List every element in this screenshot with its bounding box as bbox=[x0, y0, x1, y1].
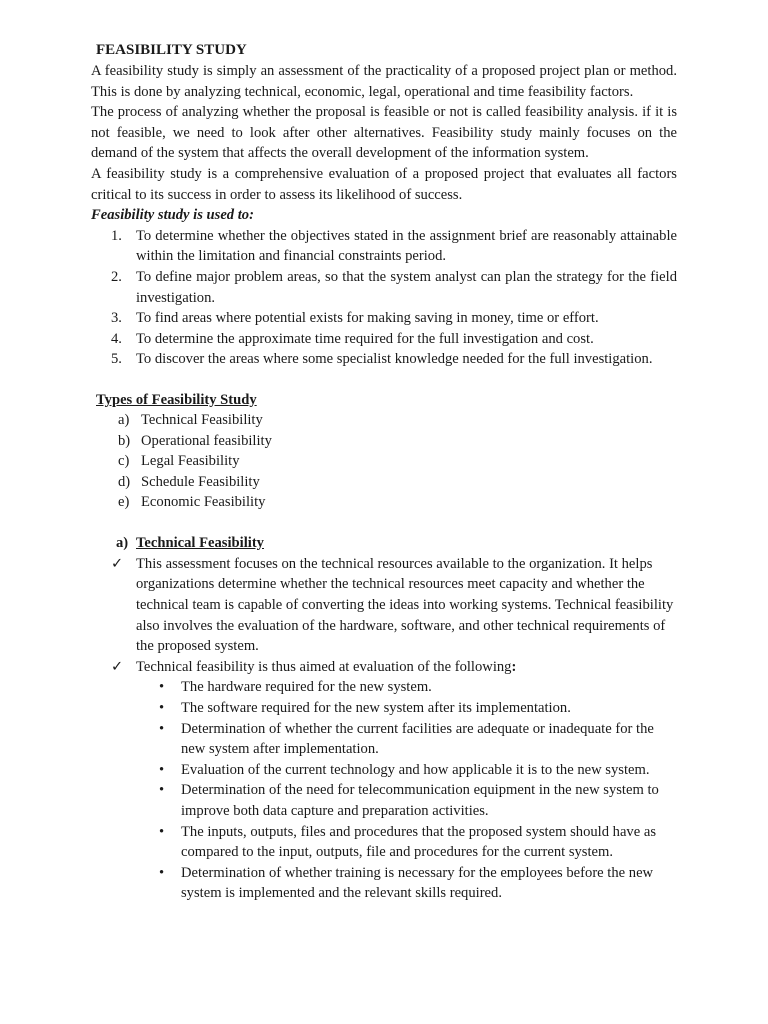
list-item-text: The hardware required for the new system. bbox=[181, 679, 432, 696]
used-to-list bbox=[91, 226, 677, 370]
list-item-text: Economic Feasibility bbox=[141, 494, 266, 511]
types-list bbox=[91, 410, 677, 513]
list-letter: d) bbox=[118, 473, 131, 490]
list-item bbox=[111, 329, 677, 350]
list-item bbox=[159, 760, 677, 781]
list-item bbox=[118, 472, 677, 493]
evaluation-items-list bbox=[136, 677, 677, 904]
list-item-text: Determination of whether the current facilities are adequate or inadequate for the new system after implementation. bbox=[181, 720, 654, 758]
intro-paragraph-2: The process of analyzing whether the proposal is feasible or not is called feasibility analysis. if it is not feasible, we need to look after other alternatives. Feasibility study mainly focuses on the demand of the system that affects the overall development of the information system. bbox=[91, 104, 677, 162]
list-letter: a) bbox=[118, 411, 130, 428]
list-item bbox=[159, 698, 677, 719]
list-item-text: Operational feasibility bbox=[141, 432, 272, 449]
used-to-heading: Feasibility study is used to: bbox=[91, 207, 254, 224]
intro-paragraph-3: A feasibility study is a comprehensive evaluation of a proposed project that evaluates all factors critical to its success in order to assess its likelihood of success. bbox=[91, 165, 677, 203]
bullet-icon: • bbox=[159, 761, 165, 778]
list-item-text: To find areas where potential exists for making saving in money, time or effort. bbox=[136, 310, 599, 327]
colon: : bbox=[511, 658, 517, 675]
list-item bbox=[118, 451, 677, 472]
list-item-text: Schedule Feasibility bbox=[141, 473, 260, 490]
list-letter: b) bbox=[118, 432, 131, 449]
list-item-text: Technical feasibility is thus aimed at evaluation of the following bbox=[136, 658, 512, 675]
list-item bbox=[111, 226, 677, 267]
list-item bbox=[111, 554, 677, 657]
list-item-text: To discover the areas where some specialist knowledge needed for the full investigation. bbox=[136, 351, 653, 368]
list-item-text: This assessment focuses on the technical resources available to the organization. It helps organizations determine whether the technical resources meet capacity and whether the technical team is capable of converting the ideas into working systems. Technical feasibility also involves the evaluation of the hardware, software, and other technical requirements of the proposed system. bbox=[136, 555, 674, 655]
bullet-icon: • bbox=[159, 864, 165, 881]
list-item-text: Technical Feasibility bbox=[141, 411, 263, 428]
list-item-text: The inputs, outputs, files and procedures that the proposed system should have as compared to the input, outputs, file and procedures for the current system. bbox=[181, 823, 657, 861]
technical-points-list bbox=[91, 554, 677, 904]
section-letter: a) bbox=[116, 534, 129, 551]
list-item bbox=[159, 780, 677, 821]
technical-feasibility-heading bbox=[116, 533, 677, 553]
intro-paragraph-1: A feasibility study is simply an assessment of the practicality of a proposed project plan or method. This is done by analyzing technical, economic, legal, operational and time feasibility factors. bbox=[91, 63, 677, 100]
list-item bbox=[159, 677, 677, 698]
bullet-icon: • bbox=[159, 720, 165, 737]
list-item bbox=[118, 431, 677, 452]
list-number: 2. bbox=[111, 268, 122, 285]
list-item bbox=[111, 349, 677, 370]
bullet-icon: • bbox=[159, 700, 165, 717]
list-item-text: The software required for the new system after its implementation. bbox=[181, 700, 571, 717]
bullet-icon: • bbox=[159, 823, 165, 840]
bullet-icon: • bbox=[159, 679, 165, 696]
checkmark-icon: ✓ bbox=[111, 658, 124, 675]
list-item bbox=[159, 719, 677, 760]
types-heading: Types of Feasibility Study bbox=[96, 391, 257, 408]
list-number: 1. bbox=[111, 227, 122, 244]
checkmark-icon: ✓ bbox=[111, 555, 124, 572]
list-item bbox=[111, 308, 677, 329]
list-number: 5. bbox=[111, 351, 122, 368]
list-item bbox=[118, 492, 677, 513]
list-item bbox=[159, 863, 677, 904]
list-letter: e) bbox=[118, 494, 130, 511]
document-title: FEASIBILITY STUDY bbox=[96, 42, 247, 58]
list-item-text: Determination of the need for telecommunication equipment in the new system to improve both data capture and preparation activities. bbox=[181, 782, 659, 819]
section-title: Technical Feasibility bbox=[136, 534, 264, 551]
list-number: 4. bbox=[111, 330, 122, 347]
list-item-text: Evaluation of the current technology and how applicable it is to the new system. bbox=[181, 761, 650, 778]
list-letter: c) bbox=[118, 453, 130, 470]
list-item-text: To determine whether the objectives stated in the assignment brief are reasonably attainable within the limitation and financial constraints period. bbox=[136, 227, 677, 265]
list-item bbox=[118, 410, 677, 431]
list-item bbox=[159, 822, 677, 863]
list-item-text: Determination of whether training is necessary for the employees before the new system is implemented and the relevant skills required. bbox=[181, 864, 654, 902]
list-item-text: To define major problem areas, so that the system analyst can plan the strategy for the field investigation. bbox=[136, 268, 677, 306]
list-item bbox=[111, 267, 677, 308]
list-item bbox=[111, 657, 677, 904]
list-item-text: Legal Feasibility bbox=[141, 453, 240, 470]
list-item-text: To determine the approximate time required for the full investigation and cost. bbox=[136, 330, 594, 347]
list-number: 3. bbox=[111, 310, 122, 327]
document-body bbox=[91, 40, 677, 904]
bullet-icon: • bbox=[159, 782, 165, 799]
